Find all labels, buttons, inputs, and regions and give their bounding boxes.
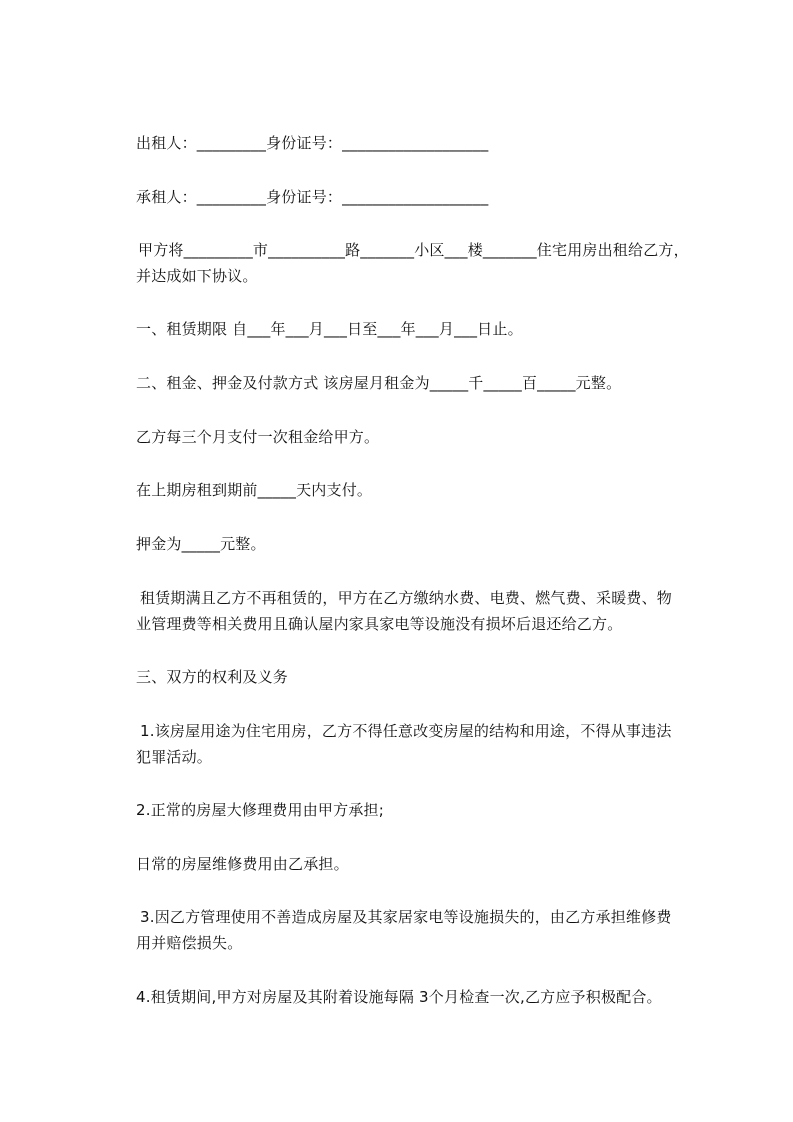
payment-deadline: 在上期房租到期前_____天内支付。 [136, 481, 373, 499]
refund-line-2: 业管理费等相关费用且确认屋内家具家电等设施没有损坏后退还给乙方。 [136, 615, 623, 633]
item-1-line-1: 1.该房屋用途为住宅用房，乙方不得任意改变房屋的结构和用途，不得从事违法 [140, 722, 672, 740]
intro-line-2: 并达成如下协议。 [136, 267, 258, 285]
lessee-line: 承租人：_________身份证号：___________________ [136, 188, 489, 206]
item-2-line-1: 2.正常的房屋大修理费用由甲方承担; [136, 801, 384, 819]
intro-line-1: 甲方将_________市__________路_______小区___楼_______住宅用房出租给乙方， [138, 241, 689, 259]
item-1-line-2: 犯罪活动。 [136, 748, 213, 766]
refund-line-1: 租赁期满且乙方不再租赁的，甲方在乙方缴纳水费、电费、燃气费、采暖费、物 [140, 589, 673, 607]
item-4: 4.租赁期间,甲方对房屋及其附着设施每隔 3个月检查一次,乙方应予积极配合。 [136, 988, 662, 1006]
clause-rent: 二、租金、押金及付款方式 该房屋月租金为_____千_____百_____元整。 [136, 374, 622, 392]
item-2-line-2: 日常的房屋维修费用由乙承担。 [136, 855, 349, 873]
payment-cycle: 乙方每三个月支付一次租金给甲方。 [136, 428, 380, 446]
lessor-line: 出租人：_________身份证号：___________________ [136, 134, 489, 152]
clause-rights-duties: 三、双方的权利及义务 [136, 668, 289, 686]
deposit-line: 押金为_____元整。 [136, 535, 266, 553]
item-3-line-1: 3.因乙方管理使用不善造成房屋及其家居家电等设施损失的，由乙方承担维修费 [140, 908, 672, 926]
item-3-line-2: 用并赔偿损失。 [136, 934, 243, 952]
clause-lease-term: 一、租赁期限 自___年___月___日至___年___月___日止。 [136, 320, 523, 338]
